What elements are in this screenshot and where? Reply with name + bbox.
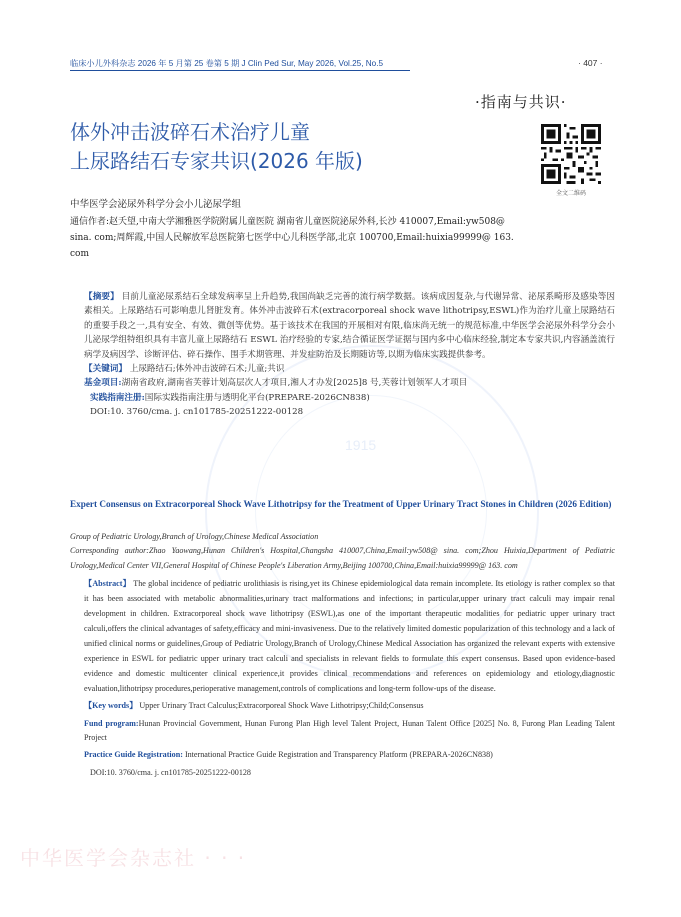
doi-zh[interactable]: DOI:10. 3760/cma. j. cn101785-20251222-00128 [90, 407, 304, 418]
registration-label-en: Practice Guide Registration: [84, 750, 183, 760]
footer-watermark: 中华医学会杂志社 · · · [20, 846, 247, 870]
section-tag: ·指南与共识· [475, 93, 567, 111]
registration-label-zh: 实践指南注册: [90, 392, 145, 403]
author-organization: 中华医学会泌尿外科学分会小儿泌尿学组 [70, 199, 242, 210]
doi-en[interactable]: DOI:10. 3760/cma. j. cn101785-20251222-00128 [90, 767, 251, 777]
header-rule [70, 70, 410, 71]
english-title: Expert Consensus on Extracorporeal Shock Wave Lithotripsy for the Treatment of Upper Urinary Tract Stones in Children (2026 Edition) [70, 499, 612, 509]
corresponding-author: 通信作者:赵夭望,中南大学湘雅医学院附属儿童医院 湖南省儿童医院泌尿外科,长沙 410007,Email:yw508@ sina. com;周辉霞,中国人民解放军总医院第七医学中心儿科医学部,北京 100700,Email:huixia99999@ 163. com [70, 217, 514, 259]
author-block [70, 197, 520, 262]
keywords-label-zh: 【关键词】 [84, 364, 127, 375]
fund-label-en: Fund program: [84, 718, 139, 728]
corresponding-author-en: Corresponding author:Zhao Yaowang,Hunan Children's Hospital,Changsha 410007,China,Email:yw508@ sina. com;Zhou Huixia,Department of Pediatric Urology,Medical Center VII,General Hospital of Chinese People's Liberation Army,Beijing 100700,China,Email:huixia99999@ 163. com [70, 546, 615, 570]
registration-text-zh: 国际实践指南注册与透明化平台(PREPARE-2026CN838) [144, 392, 370, 403]
abstract-text-zh: 目前儿童泌尿系结石全球发病率呈上升趋势,我国尚缺乏完善的流行病学数据。该病成因复杂,与代谢异常、泌尿系畸形及感染等因素相关。上尿路结石可影响患儿肾脏发育。体外冲击波碎石术(extracorporeal shock wave lithotripsy,ESWL)作为治疗儿童上尿路结石的重要手段之一,具有安全、有效、微创等优势。基于该技术在我国的开展相对有限,临床尚无统一的规范标准,中华医学会泌尿外科学分会小儿泌尿学组特组织具有丰富儿童上尿路结石 ESWL 治疗经验的专家,结合循证医学证据与国内多中心临床经验,制定本专家共识,内容涵盖流行病学及病因学、诊断评估、碎石操作、围手术期管理、并发症防治及长期随访等,以期为临床实践提供参考。 [84, 292, 615, 360]
keywords-text-zh: 上尿路结石;体外冲击波碎石术;儿童;共识 [129, 364, 285, 375]
qr-code-icon[interactable] [541, 124, 601, 184]
fund-text-en: Hunan Provincial Government, Hunan Furong Plan High level Talent Project, Hunan Talent Office [2025] No. 8, Furong Plan Leading Talent Project [84, 718, 615, 743]
keywords-text-en: Upper Urinary Tract Calculus;Extracorporeal Shock Wave Lithotripsy;Child;Consensus [139, 701, 424, 711]
title-line-1: 体外冲击波碎石术治疗儿童 [70, 120, 310, 144]
keywords-label-en: 【Key words】 [84, 701, 138, 711]
title-line-2: 上尿路结石专家共识(2026 年版) [70, 149, 363, 173]
fund-label-zh: 基金项目: [84, 378, 122, 389]
abstract-label-en: 【Abstract】 [84, 579, 132, 589]
page-number: · 407 · [578, 58, 603, 68]
chinese-abstract-section [70, 290, 615, 420]
author-group-en: Group of Pediatric Urology,Branch of Urology,Chinese Medical Association [70, 532, 319, 541]
article-title [70, 118, 530, 176]
english-abstract-section [70, 530, 615, 780]
abstract-label-zh: 【摘要】 [84, 292, 119, 302]
registration-text-en: International Practice Guide Registration and Transparency Platform (PREPARA-2026CN838) [184, 750, 493, 760]
abstract-text-en: The global incidence of pediatric urolithiasis is rising,yet its Chinese epidemiological data remain incomplete. Its etiology is rather complex so that it has been associated with metabolic abnormalities,urinary tract malformations and infections; in particular,upper urinary tract calculi may impair renal development in children. Extracorporeal shock wave lithotripsy (ESWL),as one of the important therapeutic modalities for pediatric upper urinary tract calculi,offers the clinical advantages of safety,efficacy and mini-invasiveness. Due to the relatively limited domestic popularization of this technology and a lack of unified clinical norms or guidelines,Group of Pediatric Urology,Branch of Urology,Chinese Medical Association has organized the relevant experts with extensive experience in ESWL for pediatric upper urinary tract calculi and specialists in relevant fields to formulate this expert consensus. Based upon evidence-based evidence and domestic multicenter clinical experience,it provides clinical recommendations and references on epidemiology and etiology,diagnostic evaluation,lithotripsy procedures,perioperative management,controls of complications and long-term follow-ups of the disease. [84, 579, 615, 694]
journal-header: 临床小儿外科杂志 2026 年 5 月第 25 卷第 5 期 J Clin Ped Sur, May 2026, Vol.25, No.5 [70, 59, 384, 68]
watermark-year: 1915 [345, 437, 377, 453]
fund-text-zh: 湖南省政府,湖南省芙蓉计划高层次人才项目,湘人才办发[2025]8 号,芙蓉计划领军人才项目 [121, 378, 468, 389]
qr-caption: 全文二维码 [555, 190, 586, 197]
